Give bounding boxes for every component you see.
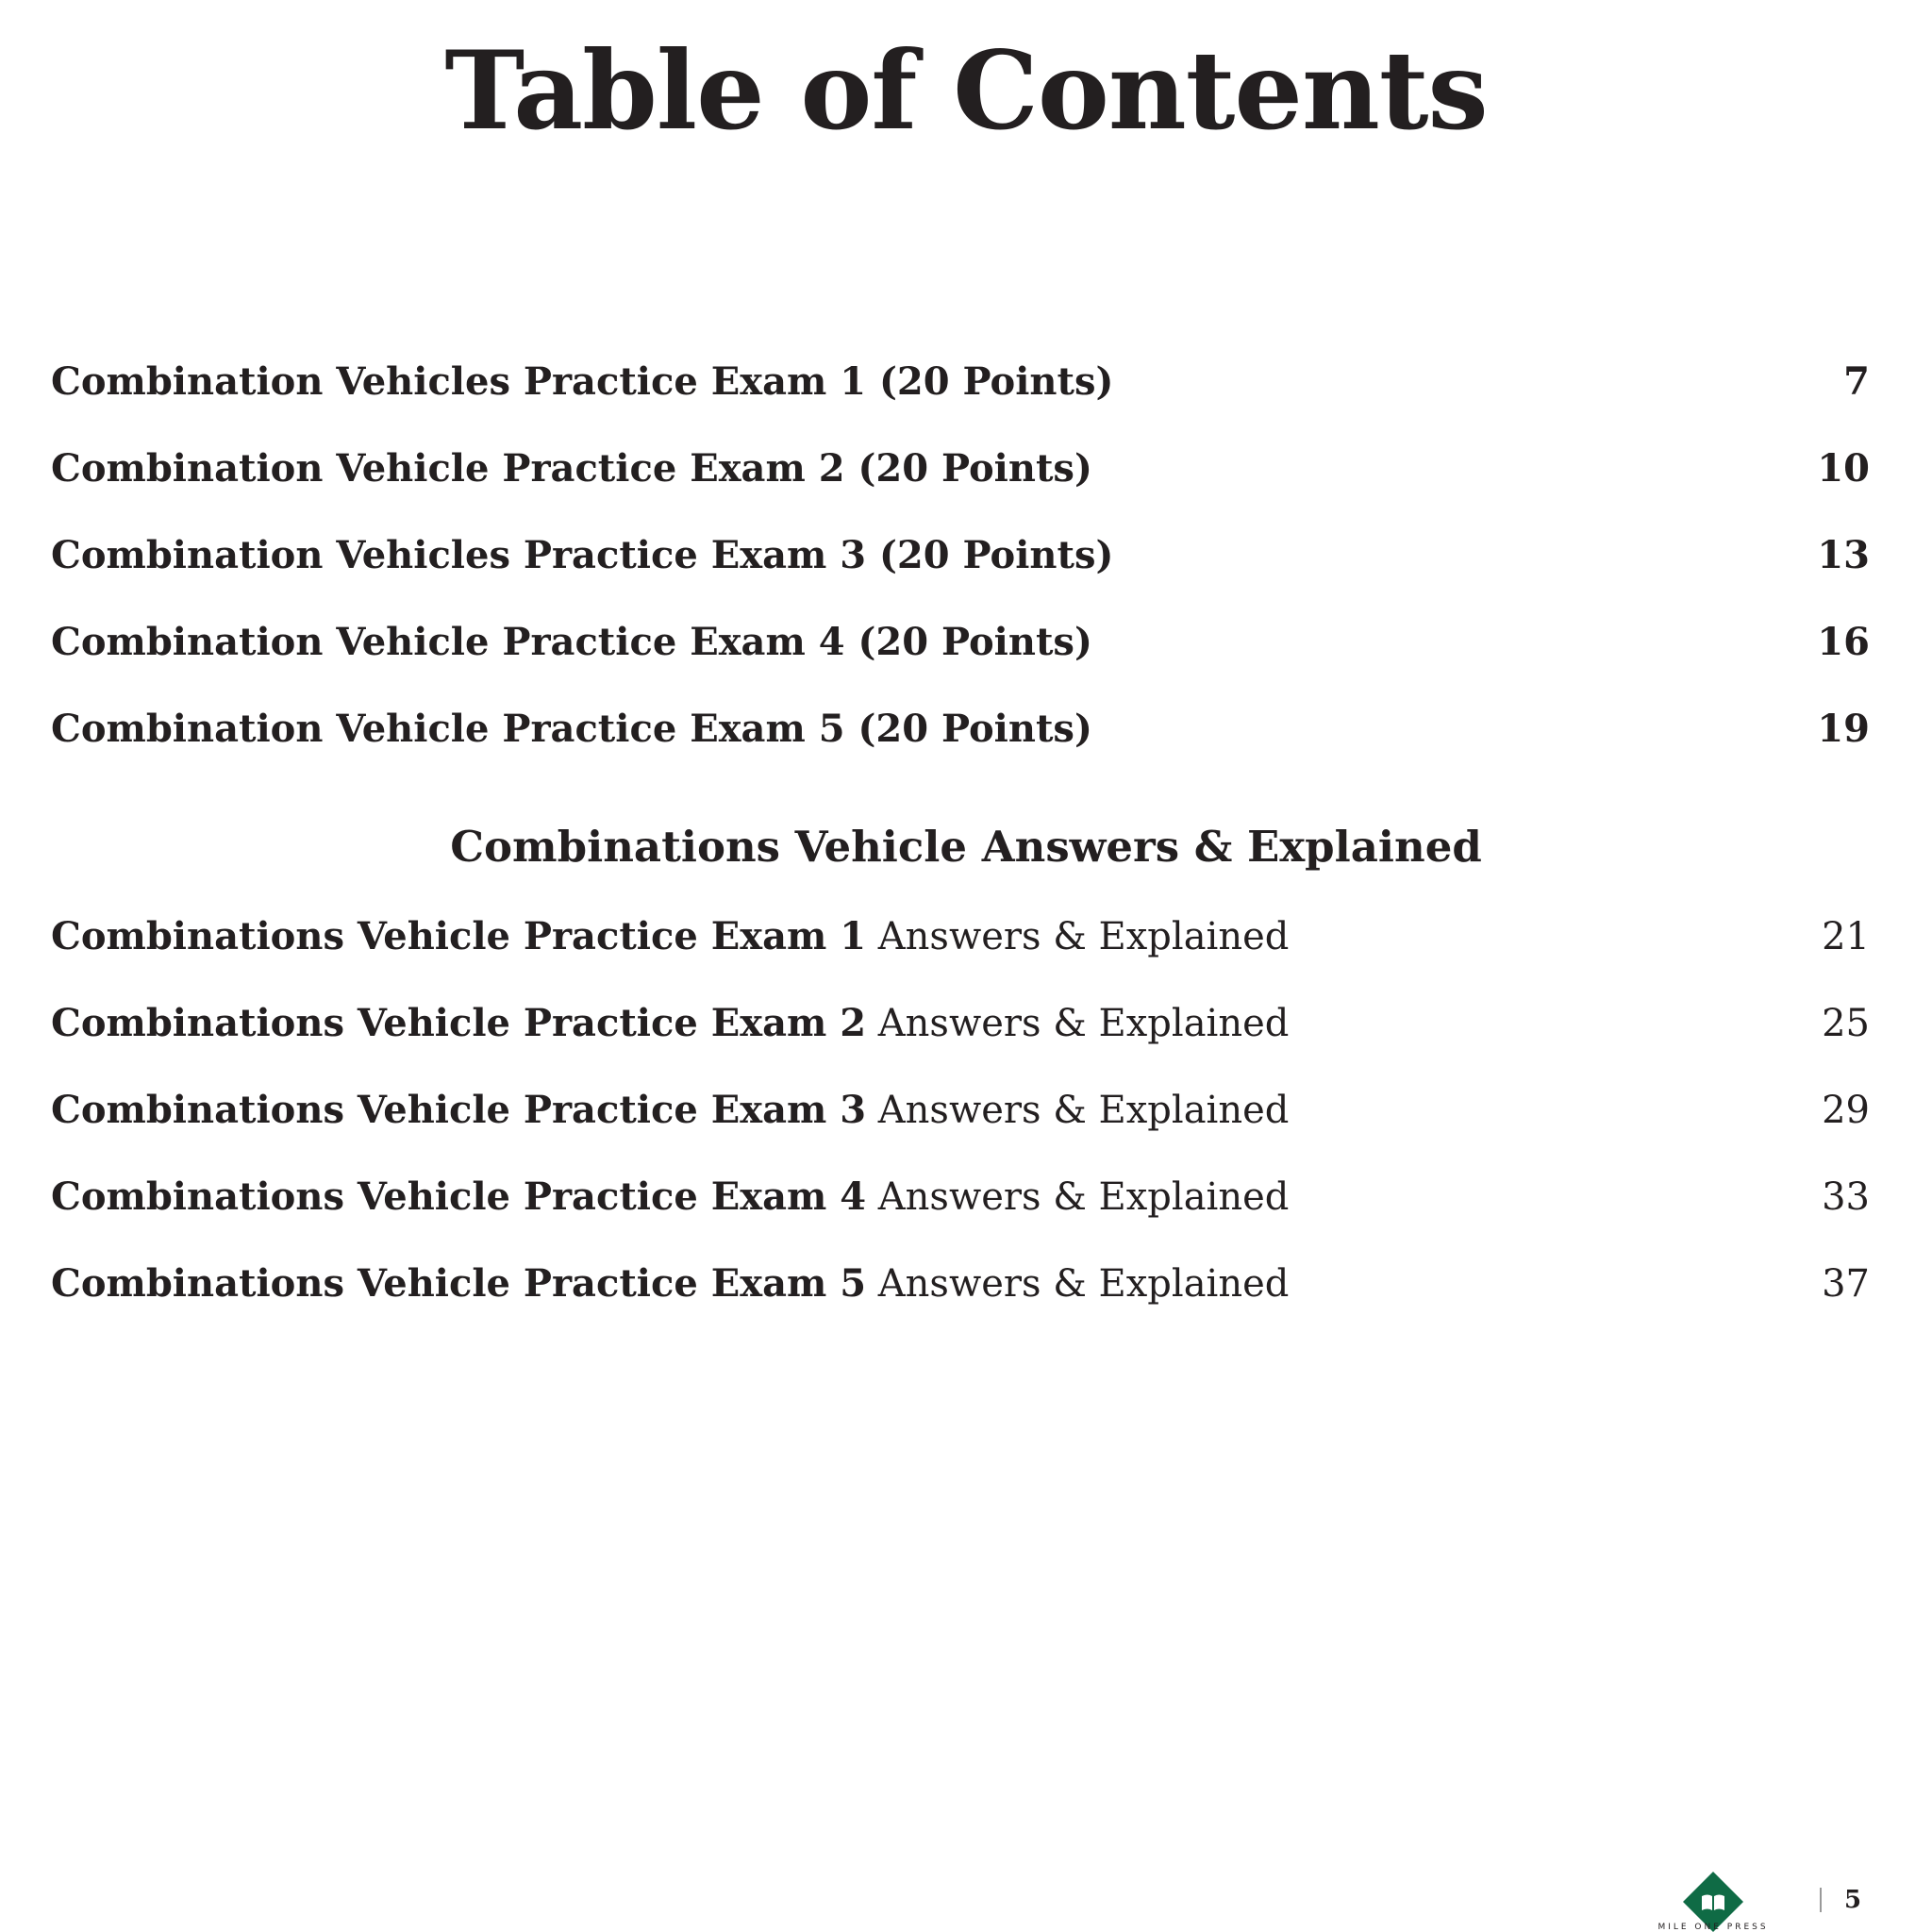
toc-entry-practice-exam-3[interactable]	[51, 527, 1870, 584]
answers-section-heading: Combinations Vehicle Answers & Explained	[450, 822, 1482, 872]
toc-entry-page-number: 7	[1843, 359, 1870, 404]
toc-entry-page-number: 10	[1817, 446, 1870, 491]
toc-entry-title: Combination Vehicle Practice Exam 4 (20 Points)	[51, 620, 1092, 664]
toc-entry-title-suffix: Answers & Explained	[877, 1262, 1290, 1306]
toc-entry-page-number: 21	[1822, 915, 1870, 958]
toc-entry-title	[51, 1082, 1289, 1139]
toc-entry-title: Combination Vehicle Practice Exam 5 (20 Points)	[51, 707, 1092, 751]
toc-entry-title-suffix: Answers & Explained	[877, 1175, 1290, 1219]
toc-entry-title: Combination Vehicles Practice Exam 3 (20 Points)	[51, 533, 1114, 577]
toc-entry-title-suffix: Answers & Explained	[877, 1089, 1290, 1132]
toc-entry-title-bold: Combinations Vehicle Practice Exam 3	[51, 1088, 867, 1132]
toc-entry-title-suffix: Answers & Explained	[877, 1002, 1290, 1045]
toc-entry-practice-exam-1[interactable]	[51, 354, 1870, 410]
toc-entry-page-number: 13	[1817, 533, 1870, 577]
toc-entry-title-bold: Combinations Vehicle Practice Exam 4	[51, 1174, 867, 1219]
toc-entry-answers-exam-4[interactable]	[51, 1169, 1870, 1225]
toc-entry-answers-exam-1[interactable]	[51, 908, 1870, 965]
toc-entry-page-number: 37	[1822, 1262, 1870, 1306]
toc-entry-title-bold: Combinations Vehicle Practice Exam 2	[51, 1001, 867, 1045]
toc-entry-answers-exam-3[interactable]	[51, 1082, 1870, 1139]
toc-entry-title-suffix: Answers & Explained	[877, 915, 1290, 958]
toc-entry-practice-exam-5[interactable]	[51, 701, 1870, 758]
toc-entry-practice-exam-4[interactable]	[51, 614, 1870, 671]
toc-entry-title	[51, 995, 1289, 1052]
toc-entry-page-number: 16	[1817, 620, 1870, 664]
page-title: Table of Contents	[444, 27, 1488, 154]
footer-page-number: 5	[1844, 1886, 1862, 1914]
toc-entry-page-number: 33	[1822, 1175, 1870, 1219]
publisher-logo	[1657, 1902, 1769, 1932]
toc-entry-title-bold: Combinations Vehicle Practice Exam 1	[51, 914, 867, 958]
toc-entry-title: Combination Vehicles Practice Exam 1 (20 Points)	[51, 359, 1114, 404]
toc-entry-title: Combination Vehicle Practice Exam 2 (20 Points)	[51, 446, 1092, 491]
toc-entry-page-number: 29	[1822, 1089, 1870, 1132]
publisher-name: MILE ONE PRESS	[1657, 1923, 1769, 1932]
toc-entry-answers-exam-2[interactable]	[51, 995, 1870, 1052]
toc-entry-page-number: 19	[1817, 707, 1870, 751]
toc-entry-page-number: 25	[1822, 1002, 1870, 1045]
toc-entry-title	[51, 1256, 1289, 1312]
toc-entry-title-bold: Combinations Vehicle Practice Exam 5	[51, 1261, 867, 1306]
toc-entry-title	[51, 1169, 1289, 1225]
toc-entry-practice-exam-2[interactable]	[51, 441, 1870, 497]
footer-divider	[1820, 1888, 1822, 1912]
toc-entry-title	[51, 908, 1289, 965]
toc-entry-answers-exam-5[interactable]	[51, 1256, 1870, 1312]
